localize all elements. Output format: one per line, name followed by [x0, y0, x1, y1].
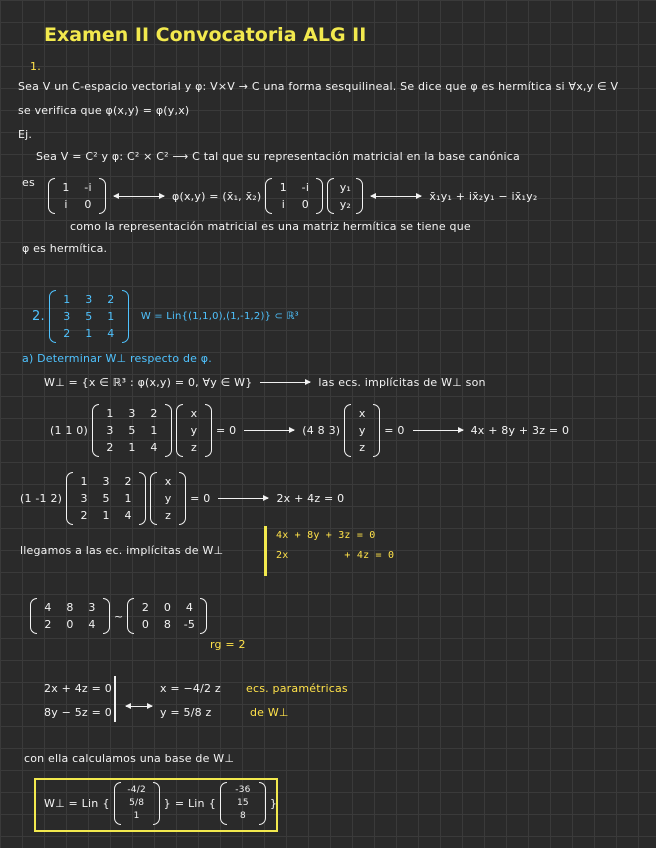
matrix-cell: 1 — [62, 181, 70, 194]
de-w: de W⊥ — [250, 706, 289, 719]
q2-wperp-row — [44, 376, 486, 389]
matrix-cell: i — [64, 198, 68, 211]
matrix-cell: 2 — [107, 293, 115, 306]
matrix-cell: 4 — [185, 601, 194, 614]
matrix-cell: 0 — [163, 601, 172, 614]
q1-matrix-row — [48, 178, 537, 214]
matrix-cell: 5 — [128, 424, 136, 437]
matrix-cell: 1 — [150, 424, 158, 437]
row1-xyz-2 — [344, 404, 380, 457]
ecs-parametricas: ecs. paramétricas — [246, 682, 348, 695]
q1-line3: Sea V = C² y φ: C² × C² ⟶ C tal que su representación matricial en la base canónica — [36, 150, 520, 163]
q2-part-a: a) Determinar W⊥ respecto de φ. — [22, 352, 212, 365]
vector-cell: y — [190, 424, 198, 437]
row1-vector: (1 1 0) — [50, 424, 88, 437]
row2-matrix — [66, 472, 146, 525]
double-arrow-icon — [114, 196, 164, 197]
matrix-cell: 3 — [128, 407, 136, 420]
tilde-symbol: ~ — [114, 609, 124, 623]
vector-cell: y — [358, 424, 366, 437]
matrix-cell: 3 — [63, 310, 71, 323]
row1-xyz — [176, 404, 212, 457]
matrix-cell: 1 — [85, 327, 93, 340]
matrix-cell: 1 — [107, 310, 115, 323]
q2-matrix — [49, 290, 129, 343]
matrix-cell: 4 — [107, 327, 115, 340]
question-2-number: 2. — [32, 309, 45, 324]
q1-ej-label: Ej. — [18, 128, 33, 141]
matrix-cell: 1 — [124, 492, 132, 505]
matrix-cell: i — [281, 198, 286, 211]
row1-matrix — [92, 404, 172, 457]
matrix-cell: 1 — [102, 509, 110, 522]
vector-cell: z — [165, 509, 172, 522]
q1-line2: se verifica que φ(x,y) = φ(y,x) — [18, 104, 190, 117]
matrix-cell: 8 — [66, 601, 74, 614]
matrix-cell: -i — [301, 181, 310, 194]
vector-cell: 1 — [133, 811, 140, 821]
arrow-icon — [218, 498, 268, 499]
row1-result: 4x + 8y + 3z = 0 — [470, 424, 570, 437]
system-brace — [264, 526, 267, 576]
rank-note: rg = 2 — [210, 638, 246, 651]
page-title: Examen II Convocatoria ALG II — [44, 24, 367, 46]
matrix-cell: 2 — [141, 601, 150, 614]
equals-zero: = 0 — [190, 492, 211, 505]
q2-wperp-def: W⊥ = {x ∈ ℝ³ : φ(x,y) = 0, ∀y ∈ W} — [44, 376, 253, 389]
matrix-cell: 5 — [85, 310, 93, 323]
matrix-cell: 3 — [85, 293, 93, 306]
con-ella: con ella calculamos una base de W⊥ — [24, 752, 235, 765]
q2-w-def: W = Lin{(1,1,0),(1,-1,2)} ⊂ ℝ³ — [140, 311, 299, 322]
q1-y-vector — [327, 178, 363, 214]
equivalence-arrow — [122, 696, 156, 715]
reduction-right-matrix — [127, 598, 207, 634]
q1-matrix-repeat — [265, 178, 323, 214]
vector-cell: y — [164, 492, 172, 505]
matrix-cell: 5 — [102, 492, 110, 505]
matrix-cell: -i — [84, 181, 92, 194]
system-eq-1: 4x + 8y + 3z = 0 — [276, 530, 376, 541]
matrix-cell: 0 — [84, 198, 92, 211]
matrix-cell: 1 — [106, 407, 114, 420]
q2-row2 — [20, 472, 344, 525]
matrix-cell: 2 — [63, 327, 71, 340]
matrix-cell: -5 — [183, 618, 196, 631]
matrix-cell: 4 — [150, 441, 158, 454]
vector-cell: x — [164, 475, 172, 488]
matrix-cell: 3 — [106, 424, 114, 437]
matrix-cell: 8 — [163, 618, 172, 631]
vector-cell: z — [359, 441, 366, 454]
matrix-cell: 3 — [88, 601, 96, 614]
vector-cell: -4/2 — [127, 785, 146, 795]
final-vector-1 — [114, 782, 160, 825]
matrix-cell: 1 — [128, 441, 136, 454]
matrix-cell: 4 — [44, 601, 52, 614]
par-eq-1: 2x + 4z = 0 — [44, 682, 112, 695]
arrow-icon — [260, 382, 310, 383]
vector-cell: x — [358, 407, 366, 420]
divider-line — [114, 676, 116, 722]
q1-phi-expr: φ(x,y) = (x̄₁, x̄₂) — [172, 189, 262, 203]
matrix-cell: 2 — [150, 407, 158, 420]
question-1-number: 1. — [30, 60, 41, 73]
matrix-cell: 2 — [106, 441, 114, 454]
arrow-icon — [244, 430, 294, 431]
matrix-cell: 0 — [66, 618, 74, 631]
vector-cell: 5/8 — [129, 798, 145, 808]
matrix-cell: 2 — [44, 618, 52, 631]
q1-result: x̄₁y₁ + ix̄₂y₁ − ix̄₁y₂ — [429, 189, 538, 203]
system-eq-2: 2x + 4z = 0 — [276, 550, 395, 561]
equals-zero: = 0 — [384, 424, 405, 437]
row2-xyz — [150, 472, 186, 525]
q2-reduction — [30, 598, 207, 634]
matrix-cell: 1 — [63, 293, 71, 306]
reduction-left-matrix — [30, 598, 110, 634]
sol-x: x = −4/2 z — [160, 682, 221, 695]
q1-line1: Sea V un C-espacio vectorial y φ: V×V → C una forma sesquilineal. Se dice que φ es hermítica si ∀x,y ∈ V — [18, 80, 619, 93]
matrix-cell: 0 — [141, 618, 150, 631]
matrix-cell: 4 — [124, 509, 132, 522]
matrix-cell: 3 — [80, 492, 88, 505]
matrix-cell: 2 — [80, 509, 88, 522]
row2-vector: (1 -1 2) — [20, 492, 63, 505]
q1-matrix — [48, 178, 106, 214]
par-eq-2: 8y − 5z = 0 — [44, 706, 112, 719]
q2-wperp-text: las ecs. implícitas de W⊥ son — [318, 376, 486, 389]
vector-cell: z — [190, 441, 197, 454]
row1-product: (4 8 3) — [302, 424, 341, 437]
final-lin-2: = Lin — [174, 797, 205, 810]
vector-cell: y₁ — [339, 181, 352, 194]
q1-es: es — [22, 176, 35, 189]
sol-y: y = 5/8 z — [160, 706, 212, 719]
q2-header — [32, 290, 299, 343]
row2-result: 2x + 4z = 0 — [276, 492, 345, 505]
vector-cell: 8 — [239, 811, 246, 821]
vector-cell: y₂ — [339, 198, 352, 211]
matrix-cell: 3 — [102, 475, 110, 488]
equals-zero: = 0 — [215, 424, 237, 437]
matrix-cell: 4 — [88, 618, 96, 631]
arrow-icon — [413, 430, 463, 431]
double-arrow-icon — [371, 196, 421, 197]
vector-cell: -36 — [235, 785, 251, 795]
matrix-cell: 2 — [124, 475, 132, 488]
matrix-cell: 1 — [80, 475, 88, 488]
q1-line4: como la representación matricial es una matriz hermítica se tiene que — [70, 220, 471, 233]
vector-cell: x — [190, 407, 198, 420]
matrix-cell: 1 — [279, 181, 287, 194]
q1-line5: φ es hermítica. — [22, 242, 108, 255]
q2-row1 — [50, 404, 569, 457]
matrix-cell: 0 — [301, 198, 309, 211]
vector-cell: 15 — [236, 798, 249, 808]
final-answer: W⊥ = Lin { -4/2 5/8 1 } = Lin { -36 15 8 } — [44, 782, 277, 825]
double-arrow-icon — [126, 706, 152, 707]
final-vector-2 — [220, 782, 266, 825]
q2-llegamos: llegamos a las ec. implícitas de W⊥ — [20, 544, 224, 557]
final-lin-1: W⊥ = Lin — [44, 797, 99, 810]
